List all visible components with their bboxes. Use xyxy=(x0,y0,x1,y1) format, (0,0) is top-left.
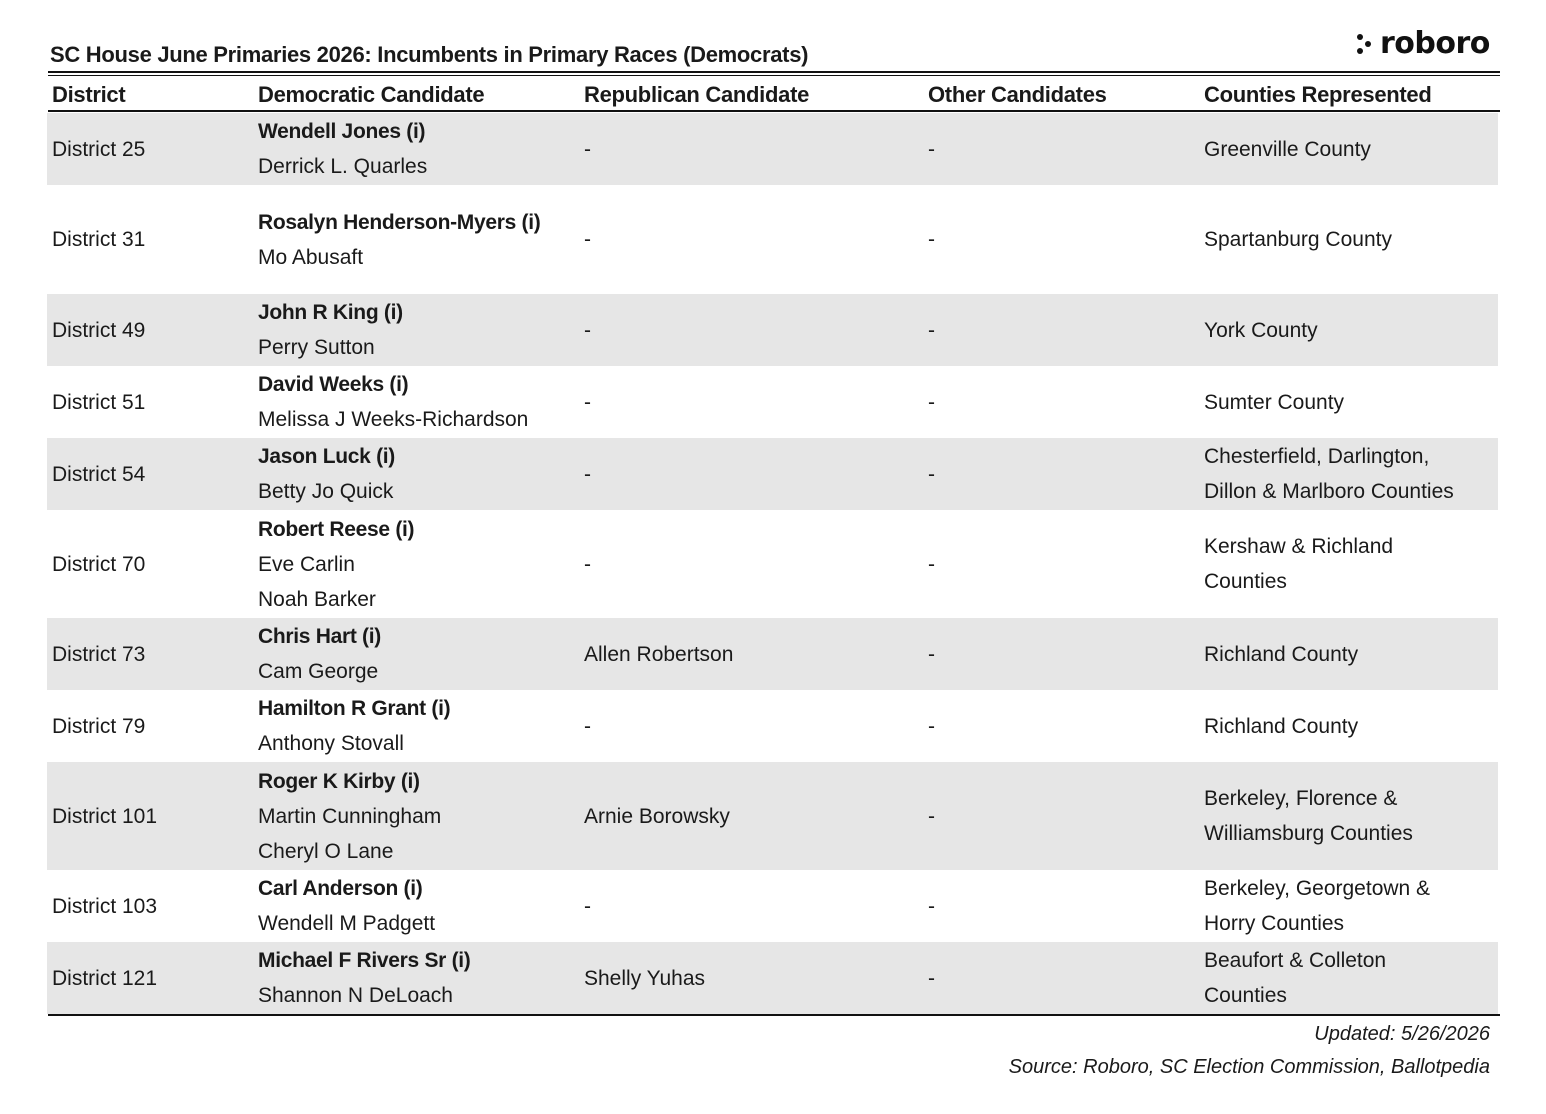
county-line: Sumter County xyxy=(1204,390,1345,414)
counties-cell xyxy=(1204,294,1318,366)
democratic-candidates-cell xyxy=(258,185,540,294)
county-line: Counties xyxy=(1204,570,1287,593)
three-dot-mark-icon xyxy=(1356,32,1372,56)
district-name: District 121 xyxy=(52,966,158,990)
county-line: Berkeley, Florence & xyxy=(1204,787,1398,810)
header-rule xyxy=(48,110,1500,112)
source-note: Source: Roboro, SC Election Commission, Ballotpedia xyxy=(1008,1056,1490,1078)
county-line: Williamsburg Counties xyxy=(1204,822,1413,845)
challenger-name: Shannon N DeLoach xyxy=(258,984,453,1007)
challenger-name: Cheryl O Lane xyxy=(258,839,394,863)
democratic-candidates-cell xyxy=(258,510,414,618)
republican-candidate: - xyxy=(584,390,591,414)
incumbent-name: David Weeks (i) xyxy=(258,373,409,396)
table-row xyxy=(47,690,1498,762)
incumbent-name: Jason Luck (i) xyxy=(258,445,395,468)
other-candidates-cell xyxy=(928,510,935,618)
challenger-name: Wendell M Padgett xyxy=(258,912,436,935)
counties-cell xyxy=(1204,438,1454,510)
challenger-name: Perry Sutton xyxy=(258,336,375,359)
other-candidates-cell xyxy=(928,870,935,942)
republican-candidate-cell xyxy=(584,113,591,185)
counties-cell xyxy=(1204,942,1386,1014)
county-line: Beaufort & Colleton xyxy=(1204,949,1387,972)
district-cell xyxy=(52,942,157,1014)
page-title: SC House June Primaries 2026: Incumbents in Primary Races (Democrats) xyxy=(50,42,809,67)
other-candidates: - xyxy=(928,318,935,342)
democratic-candidates-cell xyxy=(258,942,471,1014)
republican-candidate: - xyxy=(584,318,591,342)
column-header-district: District xyxy=(52,82,126,107)
table-row xyxy=(47,618,1498,690)
other-candidates-cell xyxy=(928,294,935,366)
other-candidates-cell xyxy=(928,113,935,185)
county-line: Dillon & Marlboro Counties xyxy=(1204,480,1454,503)
district-name: District 31 xyxy=(52,228,146,251)
challenger-name: Martin Cunningham xyxy=(258,804,442,828)
incumbent-name: Carl Anderson (i) xyxy=(258,877,423,900)
incumbent-name: Robert Reese (i) xyxy=(258,517,415,541)
district-name: District 49 xyxy=(52,318,146,342)
counties-cell xyxy=(1204,618,1358,690)
republican-candidate-cell xyxy=(584,294,591,366)
county-line: York County xyxy=(1204,318,1318,342)
republican-candidate-cell xyxy=(584,870,591,942)
brand-name: roboro xyxy=(1380,26,1490,61)
republican-candidate-cell xyxy=(584,762,730,870)
district-cell xyxy=(52,618,145,690)
challenger-name: Betty Jo Quick xyxy=(258,480,394,503)
other-candidates-cell xyxy=(928,366,935,438)
counties-cell xyxy=(1204,690,1358,762)
other-candidates: - xyxy=(928,714,935,738)
republican-candidate: - xyxy=(584,552,591,576)
title-rule-bottom xyxy=(48,75,1500,76)
counties-cell xyxy=(1204,185,1392,294)
republican-candidate-cell xyxy=(584,942,705,1014)
county-line: Richland County xyxy=(1204,714,1359,738)
challenger-name: Noah Barker xyxy=(258,587,376,611)
district-name: District 103 xyxy=(52,894,158,918)
republican-candidate: - xyxy=(584,462,591,486)
district-name: District 54 xyxy=(52,462,146,486)
district-name: District 25 xyxy=(52,137,146,161)
district-name: District 101 xyxy=(52,804,158,828)
table-bottom-rule xyxy=(48,1014,1500,1016)
other-candidates: - xyxy=(928,894,935,918)
county-line: Berkeley, Georgetown & xyxy=(1204,877,1431,900)
challenger-name: Melissa J Weeks-Richardson xyxy=(258,408,529,431)
roboro-logo xyxy=(1356,26,1490,62)
district-cell xyxy=(52,185,145,294)
column-header-democratic: Democratic Candidate xyxy=(258,82,485,107)
challenger-name: Cam George xyxy=(258,660,379,683)
other-candidates-cell xyxy=(928,762,935,870)
incumbent-name: John R King (i) xyxy=(258,301,403,324)
counties-cell xyxy=(1204,510,1393,618)
democratic-candidates-cell xyxy=(258,294,403,366)
table-row xyxy=(47,510,1498,618)
counties-cell xyxy=(1204,870,1430,942)
table-row xyxy=(47,870,1498,942)
democratic-candidates-cell xyxy=(258,762,441,870)
challenger-name: Derrick L. Quarles xyxy=(258,155,428,178)
other-candidates: - xyxy=(928,804,935,828)
other-candidates: - xyxy=(928,228,935,251)
challenger-name: Anthony Stovall xyxy=(258,732,404,755)
district-cell xyxy=(52,870,157,942)
republican-candidate-cell xyxy=(584,438,591,510)
democratic-candidates-cell xyxy=(258,366,528,438)
republican-candidate: - xyxy=(584,228,591,251)
table-row xyxy=(47,438,1498,510)
district-cell xyxy=(52,510,145,618)
challenger-name: Mo Abusaft xyxy=(258,245,364,269)
republican-candidate-cell xyxy=(584,185,591,294)
table-row xyxy=(47,366,1498,438)
county-line: Spartanburg County xyxy=(1204,228,1392,251)
other-candidates: - xyxy=(928,462,935,486)
district-cell xyxy=(52,762,157,870)
district-cell xyxy=(52,690,145,762)
challenger-name: Eve Carlin xyxy=(258,552,355,576)
district-cell xyxy=(52,438,145,510)
district-name: District 73 xyxy=(52,642,146,666)
table-row xyxy=(47,942,1498,1014)
republican-candidate: - xyxy=(584,714,591,738)
county-line: Richland County xyxy=(1204,642,1359,666)
counties-cell xyxy=(1204,762,1413,870)
incumbent-name: Chris Hart (i) xyxy=(258,625,381,648)
table-row xyxy=(47,762,1498,870)
republican-candidate: Allen Robertson xyxy=(584,642,734,666)
county-line: Kershaw & Richland xyxy=(1204,535,1394,558)
title-rule-top xyxy=(48,71,1500,73)
republican-candidate-cell xyxy=(584,690,591,762)
table-row xyxy=(47,185,1498,294)
other-candidates-cell xyxy=(928,185,935,294)
counties-cell xyxy=(1204,366,1344,438)
county-line: Chesterfield, Darlington, xyxy=(1204,445,1430,468)
incumbent-name: Michael F Rivers Sr (i) xyxy=(258,949,471,972)
table-row xyxy=(47,113,1498,185)
democratic-candidates-cell xyxy=(258,690,450,762)
democratic-candidates-cell xyxy=(258,113,427,185)
column-header-counties: Counties Represented xyxy=(1204,82,1432,107)
republican-candidate-cell xyxy=(584,618,733,690)
other-candidates: - xyxy=(928,966,935,990)
district-name: District 79 xyxy=(52,714,146,738)
incumbent-name: Roger K Kirby (i) xyxy=(258,769,420,793)
republican-candidate: - xyxy=(584,894,591,918)
district-cell xyxy=(52,366,145,438)
democratic-candidates-cell xyxy=(258,438,395,510)
democratic-candidates-cell xyxy=(258,618,381,690)
other-candidates-cell xyxy=(928,942,935,1014)
updated-note: Updated: 5/26/2026 xyxy=(1314,1023,1490,1045)
column-header-republican: Republican Candidate xyxy=(584,82,810,107)
other-candidates: - xyxy=(928,642,935,666)
other-candidates-cell xyxy=(928,438,935,510)
district-name: District 51 xyxy=(52,390,146,414)
republican-candidate: - xyxy=(584,137,591,161)
other-candidates-cell xyxy=(928,690,935,762)
table-row xyxy=(47,294,1498,366)
column-header-other: Other Candidates xyxy=(928,82,1107,107)
county-line: Counties xyxy=(1204,984,1287,1007)
other-candidates-cell xyxy=(928,618,935,690)
republican-candidate: Shelly Yuhas xyxy=(584,966,706,990)
democratic-candidates-cell xyxy=(258,870,435,942)
district-name: District 70 xyxy=(52,552,146,576)
district-cell xyxy=(52,113,145,185)
incumbent-name: Rosalyn Henderson-Myers (i) xyxy=(258,210,541,234)
republican-candidate-cell xyxy=(584,510,591,618)
other-candidates: - xyxy=(928,552,935,576)
republican-candidate: Arnie Borowsky xyxy=(584,804,730,828)
other-candidates: - xyxy=(928,390,935,414)
incumbent-name: Hamilton R Grant (i) xyxy=(258,697,451,720)
county-line: Horry Counties xyxy=(1204,912,1345,935)
other-candidates: - xyxy=(928,137,935,161)
republican-candidate-cell xyxy=(584,366,591,438)
county-line: Greenville County xyxy=(1204,137,1371,161)
counties-cell xyxy=(1204,113,1371,185)
incumbent-name: Wendell Jones (i) xyxy=(258,120,426,143)
district-cell xyxy=(52,294,145,366)
